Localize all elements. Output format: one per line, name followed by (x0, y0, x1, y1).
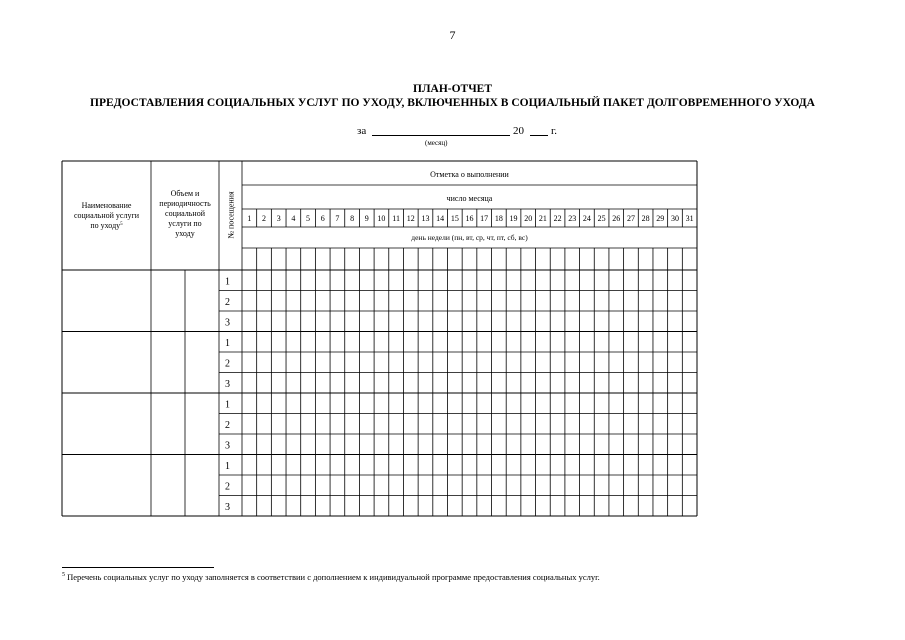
service-name-header-line: социальной услуги (73, 211, 140, 220)
day-number: 22 (553, 214, 562, 223)
volume-header-line: Объем и (170, 189, 200, 198)
visit-number: 3 (225, 501, 230, 513)
day-number: 3 (276, 214, 281, 223)
footnote-rule (62, 567, 214, 568)
footnote (62, 572, 600, 582)
visit-number: 1 (225, 460, 230, 472)
day-number: 10 (377, 214, 386, 223)
visit-number: 3 (225, 378, 230, 390)
year-suffix: г. (551, 125, 558, 137)
day-number: 28 (641, 214, 650, 223)
day-number: 2 (262, 214, 267, 223)
day-number: 29 (656, 214, 665, 223)
footnote-mark: 5 (62, 572, 65, 579)
day-number: 16 (465, 214, 474, 223)
day-number: 1 (247, 214, 252, 223)
visit-number: 3 (225, 440, 230, 452)
day-number: 21 (538, 214, 547, 223)
day-number: 18 (494, 214, 503, 223)
visit-number: 1 (225, 337, 230, 349)
visit-number: 2 (225, 481, 230, 493)
day-number: 6 (320, 214, 325, 223)
day-number: 9 (364, 214, 369, 223)
day-number: 20 (524, 214, 533, 223)
day-number: 15 (450, 214, 459, 223)
service-name-header-line: Наименование (81, 201, 132, 210)
day-number: 14 (436, 214, 445, 223)
day-number: 12 (406, 214, 415, 223)
day-number: 19 (509, 214, 518, 223)
visit-number: 3 (225, 317, 230, 329)
day-number: 5 (306, 214, 311, 223)
document-subtitle: ПРЕДОСТАВЛЕНИЯ СОЦИАЛЬНЫХ УСЛУГ ПО УХОДУ, ВКЛЮЧЕННЫХ В СОЦИАЛЬНЫЙ ПАКЕТ ДОЛГОВРЕМЕННОГО УХОДА (90, 97, 815, 109)
visit-number: 1 (225, 399, 230, 411)
day-number: 13 (421, 214, 430, 223)
year-prefix: 20 (513, 125, 524, 137)
day-number: 4 (291, 214, 296, 223)
day-number: 24 (582, 214, 591, 223)
day-number: 11 (392, 214, 400, 223)
day-number: 26 (612, 214, 621, 223)
day-number: 31 (685, 214, 694, 223)
visit-number: 2 (225, 296, 230, 308)
page-number: 7 (449, 28, 456, 42)
day-number: 27 (626, 214, 635, 223)
volume-header-line: социальной (165, 209, 205, 218)
day-number: 7 (335, 214, 340, 223)
visit-number-header: № посещения (226, 191, 236, 239)
day-number: 8 (350, 214, 355, 223)
service-name-header-line: по уходу$^5$ (90, 221, 123, 230)
day-number: 17 (480, 214, 489, 223)
day-number: 23 (568, 214, 577, 223)
period-prefix: за (357, 125, 367, 137)
visit-number: 2 (225, 419, 230, 431)
volume-header-line: услуги по (168, 219, 202, 228)
footnote-text: Перечень социальных услуг по уходу заполняется в соответствии с дополнением к индивидуальной программе предоставления социальных услуг. (67, 572, 600, 582)
visit-number: 2 (225, 358, 230, 370)
weekday-header: день недели (пн, вт, ср, чт, пт, сб, вс) (411, 233, 528, 242)
day-number: 25 (597, 214, 606, 223)
volume-header-line: периодичность (159, 199, 211, 208)
visit-number: 1 (225, 276, 230, 288)
day-of-month-header: число месяца (446, 194, 493, 203)
completion-mark-header: Отметка о выполнении (430, 170, 509, 179)
volume-header-line: уходу (175, 229, 195, 238)
month-hint: (месяц) (425, 139, 448, 147)
day-number: 30 (670, 214, 679, 223)
document-title: ПЛАН-ОТЧЕТ (413, 83, 492, 95)
